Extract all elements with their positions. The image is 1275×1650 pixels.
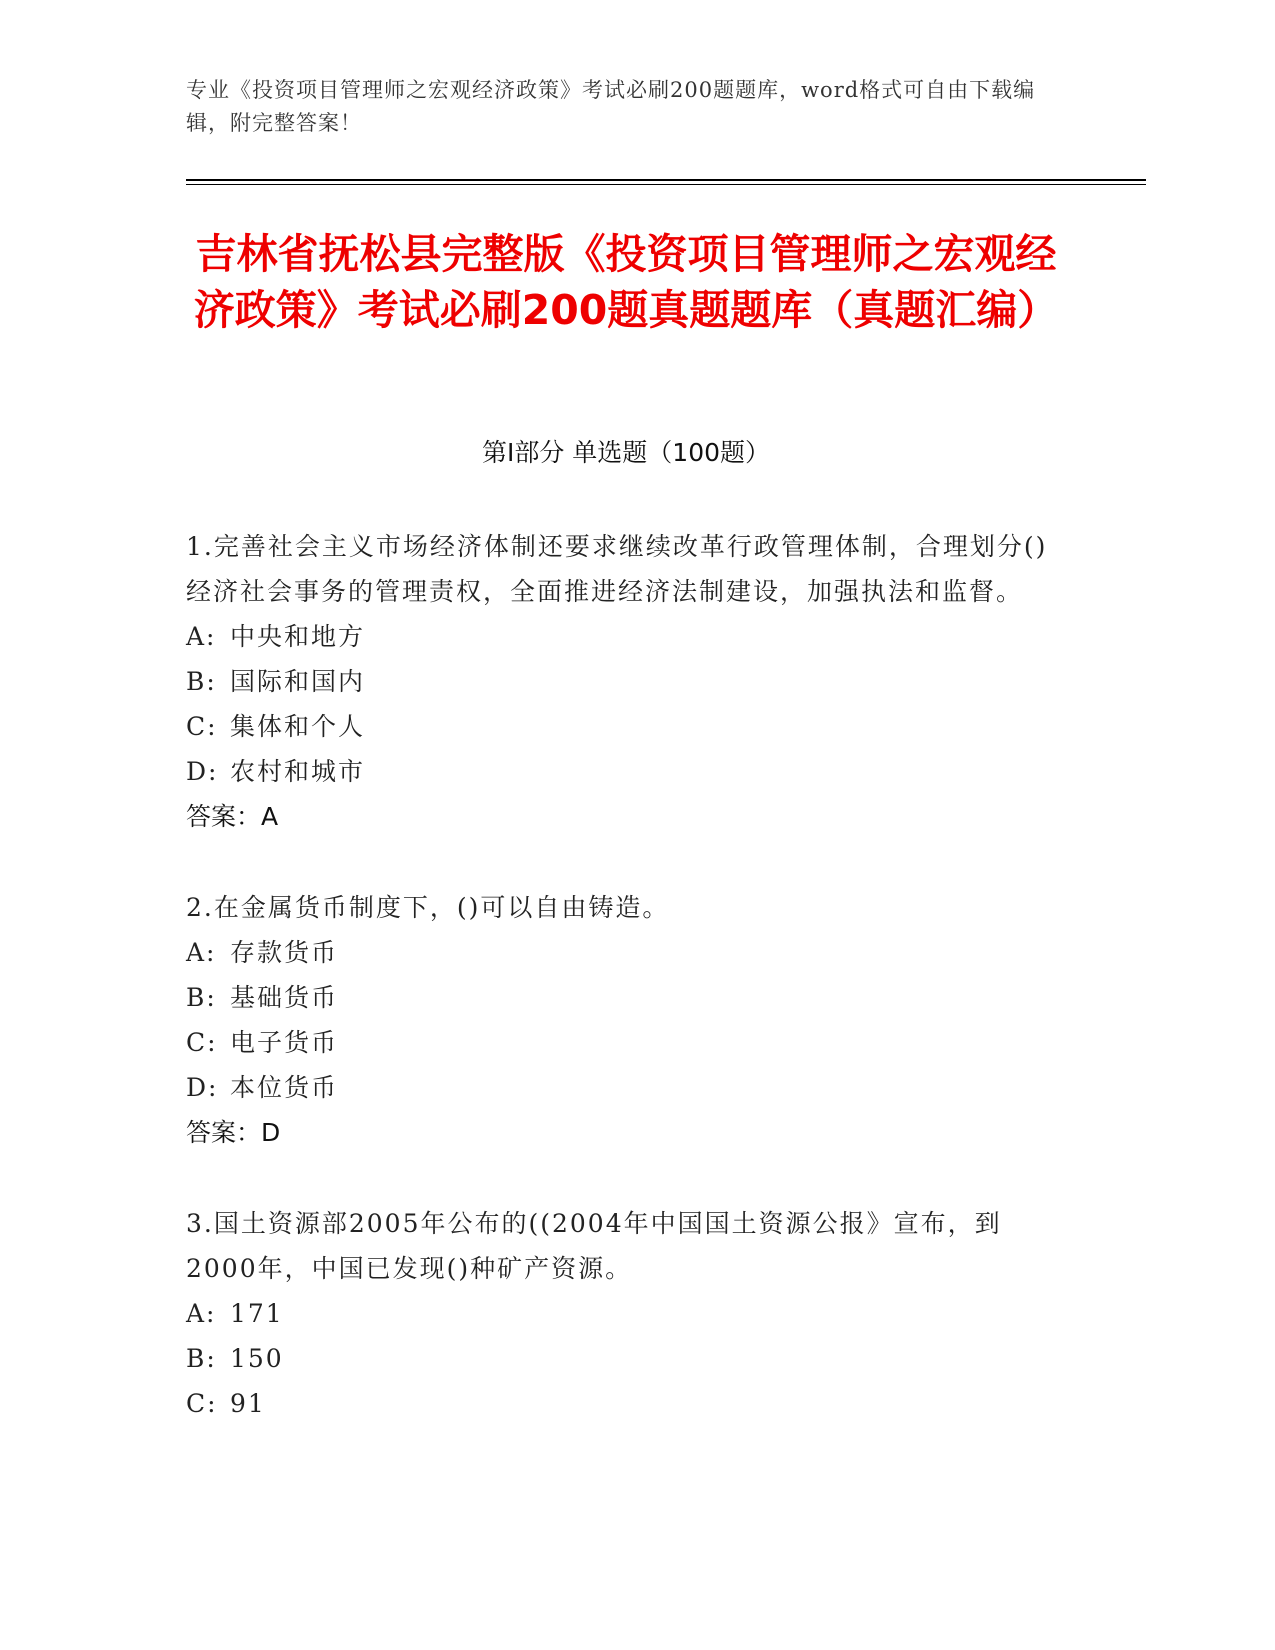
option-text: 农村和城市 (230, 757, 366, 786)
option-letter: A: (186, 938, 217, 967)
option-text: 本位货币 (230, 1073, 339, 1102)
option-b (186, 1336, 1066, 1381)
question-2 (186, 885, 1066, 1155)
option-letter: C: (186, 1389, 218, 1418)
option-a (186, 930, 1066, 975)
answer-prefix: 答案： (186, 802, 262, 831)
answer-prefix: 答案： (186, 1118, 262, 1147)
option-letter: A: (186, 622, 217, 651)
question-3 (186, 1201, 1066, 1426)
option-letter: B: (186, 983, 217, 1012)
option-letter: C: (186, 712, 218, 741)
option-letter: D: (186, 757, 219, 786)
option-text: 中央和地方 (230, 622, 366, 651)
option-text: 171 (230, 1299, 284, 1328)
answer-line (186, 1110, 1066, 1155)
option-letter: C: (186, 1028, 218, 1057)
header-divider-thick (186, 179, 1146, 181)
option-text: 集体和个人 (230, 712, 366, 741)
question-stem: 3.国土资源部2005年公布的((2004年中国国土资源公报》宣布，到2000年，中国已发现()种矿产资源。 (186, 1209, 1002, 1283)
option-a (186, 1291, 1066, 1336)
answer-line (186, 794, 1066, 839)
option-letter: D: (186, 1073, 219, 1102)
option-text: 基础货币 (230, 983, 339, 1012)
option-b (186, 659, 1066, 704)
option-d (186, 1065, 1066, 1110)
option-text: 91 (230, 1389, 266, 1418)
option-c (186, 1020, 1066, 1065)
option-text: 150 (230, 1344, 284, 1373)
option-letter: B: (186, 667, 217, 696)
option-letter: A: (186, 1299, 217, 1328)
option-d (186, 749, 1066, 794)
question-1 (186, 524, 1066, 839)
option-text: 国际和国内 (230, 667, 366, 696)
option-letter: B: (186, 1344, 217, 1373)
answer-value: D (261, 1118, 281, 1147)
option-a (186, 614, 1066, 659)
option-text: 存款货币 (230, 938, 339, 967)
option-b (186, 975, 1066, 1020)
option-c (186, 704, 1066, 749)
question-stem: 2.在金属货币制度下，()可以自由铸造。 (186, 893, 670, 922)
answer-value: A (261, 802, 279, 831)
header-divider-thin (186, 184, 1146, 185)
document-title: 吉林省抚松县完整版《投资项目管理师之宏观经济政策》考试必刷200题真题题库（真题汇编） (193, 230, 1059, 334)
option-c (186, 1381, 1066, 1426)
question-list (186, 524, 1066, 1472)
section-heading: 第I部分 单选题（100题） (481, 438, 771, 467)
question-stem: 1.完善社会主义市场经济体制还要求继续改革行政管理体制，合理划分()经济社会事务的管理责权，全面推进经济法制建设，加强执法和监督。 (186, 532, 1048, 606)
header-note: 专业《投资项目管理师之宏观经济政策》考试必刷200题题库，word格式可自由下载编辑，附完整答案！ (186, 78, 1036, 135)
option-text: 电子货币 (230, 1028, 339, 1057)
